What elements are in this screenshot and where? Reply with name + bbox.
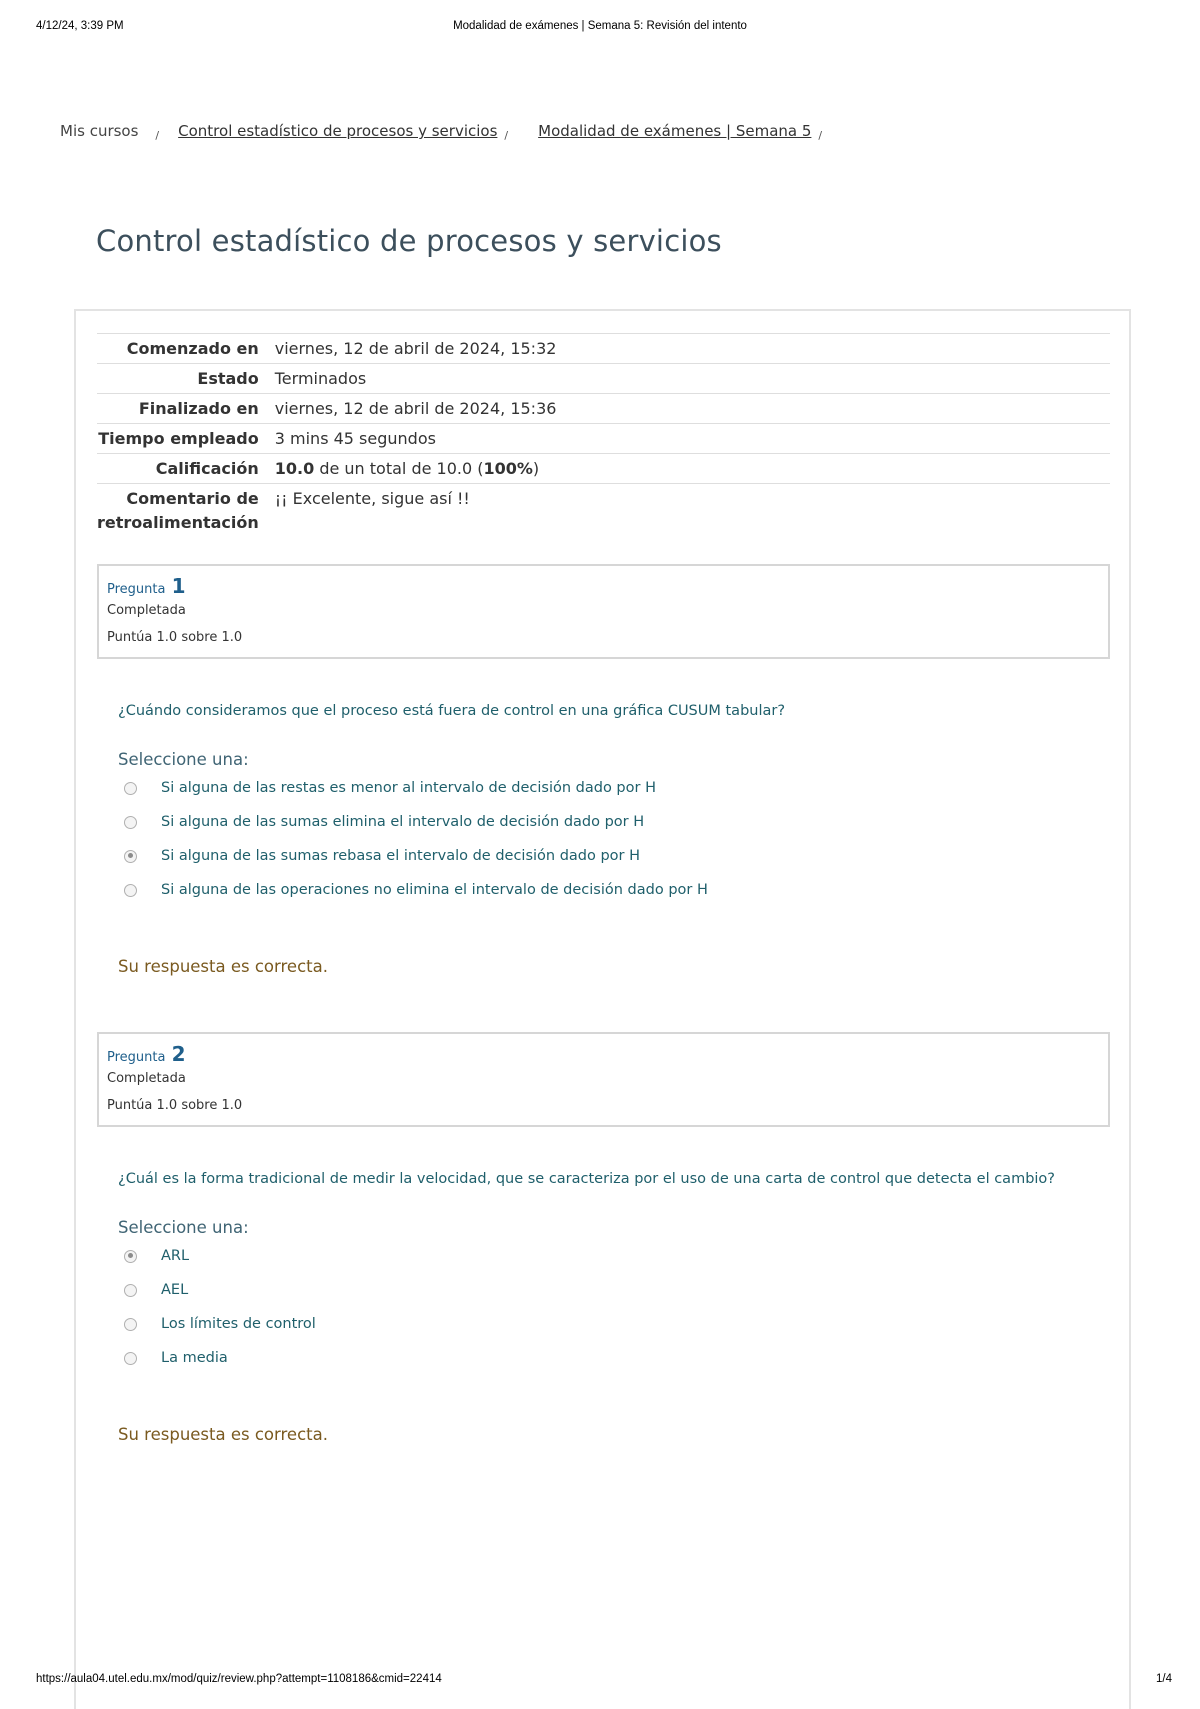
question-number-value: 2 [171, 1042, 186, 1066]
question-label: Pregunta [107, 582, 166, 597]
summary-value: Terminados [274, 369, 367, 388]
summary-row [97, 424, 1110, 454]
answer-option[interactable] [118, 839, 1018, 873]
option-label: Los límites de control [161, 1316, 316, 1332]
summary-label: Comentario de retroalimentación [97, 489, 259, 532]
print-date: 4/12/24, 3:39 PM [36, 20, 124, 32]
summary-row [97, 484, 1110, 538]
question-label: Pregunta [107, 1050, 166, 1065]
breadcrumb-quiz-link[interactable]: Modalidad de exámenes | Semana 5 [538, 122, 812, 140]
radio-button[interactable] [124, 782, 137, 795]
summary-label: Tiempo empleado [98, 429, 259, 448]
grade-score: 10.0 [274, 459, 315, 478]
summary-label: Calificación [155, 459, 259, 478]
grade-percent: 100% [483, 459, 533, 478]
summary-row [97, 454, 1110, 484]
breadcrumb [60, 122, 822, 140]
question-number [107, 1042, 1100, 1066]
answer-option[interactable] [118, 771, 1018, 805]
radio-button[interactable] [124, 884, 137, 897]
summary-label: Comenzado en [126, 339, 259, 358]
attempt-summary-table [97, 333, 1110, 537]
answer-options [118, 1239, 1018, 1375]
summary-value [275, 454, 1110, 484]
summary-label: Finalizado en [138, 399, 259, 418]
print-page-number: 1/4 [1156, 1673, 1172, 1685]
print-header [0, 20, 1200, 36]
answer-options [118, 771, 1018, 907]
question-number [107, 574, 1100, 598]
summary-value: viernes, 12 de abril de 2024, 15:32 [274, 339, 557, 358]
grade-close: ) [532, 459, 540, 478]
answer-option[interactable] [118, 873, 1018, 907]
question-info-box [97, 564, 1110, 659]
breadcrumb-separator: / [504, 129, 509, 142]
grade-total: de un total de 10.0 ( [314, 459, 484, 478]
option-label: Si alguna de las sumas rebasa el intervalo de decisión dado por H [161, 848, 641, 864]
radio-button[interactable] [124, 816, 137, 829]
summary-value: ¡¡ Excelente, sigue así !! [274, 489, 470, 508]
question-text: ¿Cuándo consideramos que el proceso está fuera de control en una gráfica CUSUM tabular? [118, 703, 786, 719]
summary-row [97, 334, 1110, 364]
answer-prompt: Seleccione una: [118, 1218, 249, 1237]
print-footer [0, 1673, 1200, 1689]
question-text: ¿Cuál es la forma tradicional de medir la velocidad, que se caracteriza por el uso de una carta de control que detecta el cambio? [118, 1171, 1055, 1187]
answer-feedback: Su respuesta es correcta. [118, 957, 328, 976]
answer-feedback: Su respuesta es correcta. [118, 1425, 328, 1444]
question-grade: Puntúa 1.0 sobre 1.0 [107, 630, 243, 645]
answer-option[interactable] [118, 1341, 1018, 1375]
answer-option[interactable] [118, 805, 1018, 839]
answer-option[interactable] [118, 1239, 1018, 1273]
summary-value: viernes, 12 de abril de 2024, 15:36 [274, 399, 557, 418]
summary-label: Estado [197, 369, 259, 388]
radio-button[interactable] [124, 1284, 137, 1297]
option-label: Si alguna de las operaciones no elimina el intervalo de decisión dado por H [161, 882, 708, 898]
option-label: La media [161, 1350, 228, 1366]
radio-button-selected[interactable] [124, 1250, 137, 1263]
page-title: Control estadístico de procesos y servicios [96, 224, 722, 258]
answer-option[interactable] [118, 1273, 1018, 1307]
option-label: AEL [161, 1282, 189, 1298]
breadcrumb-course-link[interactable]: Control estadístico de procesos y servicios [178, 122, 498, 140]
option-label: Si alguna de las sumas elimina el intervalo de decisión dado por H [161, 814, 645, 830]
answer-option[interactable] [118, 1307, 1018, 1341]
summary-value: 3 mins 45 segundos [274, 429, 436, 448]
summary-row [97, 394, 1110, 424]
question-state: Completada [107, 603, 186, 618]
radio-button-selected[interactable] [124, 850, 137, 863]
breadcrumb-separator: / [155, 129, 160, 142]
summary-row [97, 364, 1110, 394]
radio-button[interactable] [124, 1352, 137, 1365]
answer-prompt: Seleccione una: [118, 750, 249, 769]
breadcrumb-my-courses[interactable]: Mis cursos [60, 122, 139, 140]
question-number-value: 1 [171, 574, 186, 598]
radio-button[interactable] [124, 1318, 137, 1331]
question-state: Completada [107, 1071, 186, 1086]
option-label: Si alguna de las restas es menor al intervalo de decisión dado por H [161, 780, 656, 796]
print-url: https://aula04.utel.edu.mx/mod/quiz/review.php?attempt=1108186&cmid=22414 [36, 1673, 442, 1685]
question-grade: Puntúa 1.0 sobre 1.0 [107, 1098, 243, 1113]
option-label: ARL [161, 1248, 190, 1264]
question-info-box [97, 1032, 1110, 1127]
print-document-title: Modalidad de exámenes | Semana 5: Revisión del intento [453, 20, 747, 32]
breadcrumb-separator: / [818, 129, 823, 142]
